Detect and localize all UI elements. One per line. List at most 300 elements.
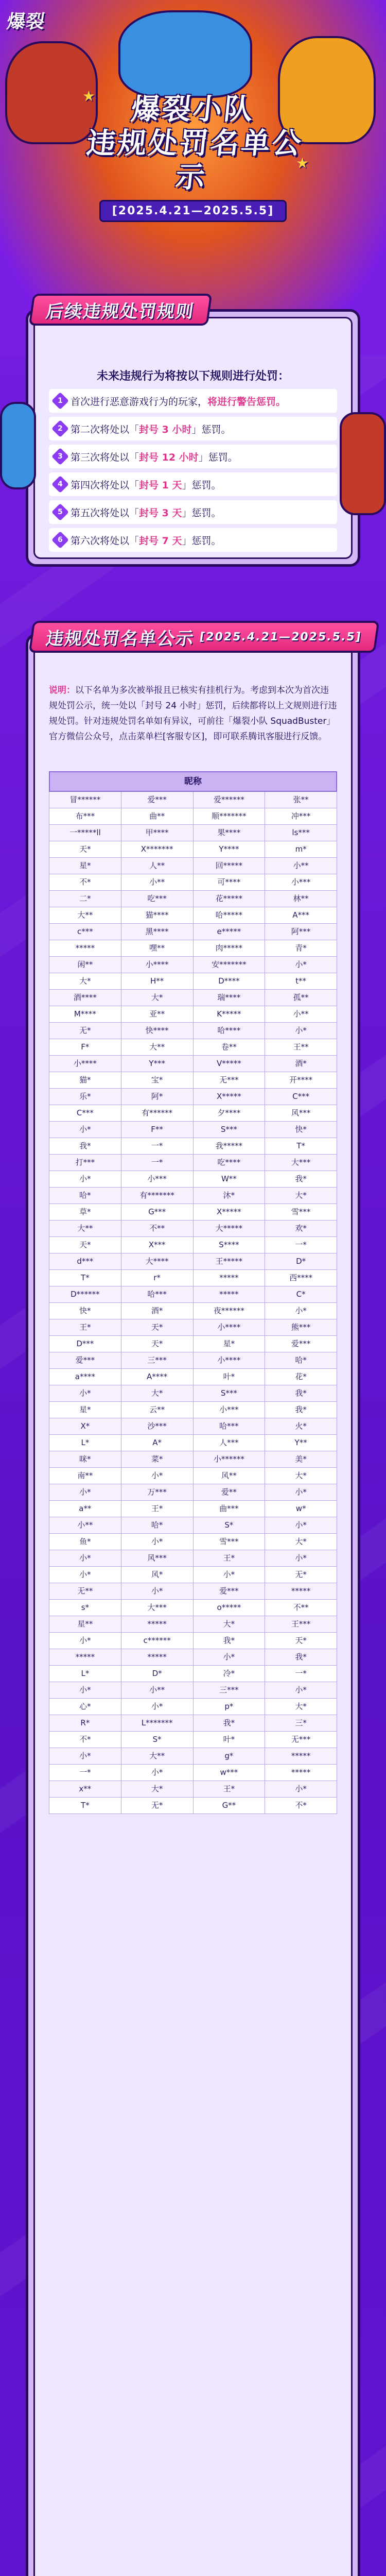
- list-item-nickname: 冲***: [265, 808, 337, 825]
- list-item-nickname: 小***: [265, 874, 337, 891]
- rule-suffix: 」惩罚。: [182, 479, 221, 491]
- list-item-nickname: 小*: [49, 1682, 121, 1699]
- rule-row: [49, 500, 337, 524]
- list-item-nickname: 我*: [265, 1402, 337, 1418]
- list-item-nickname: 三***: [194, 1682, 266, 1699]
- list-item-nickname: 大**: [121, 1748, 194, 1765]
- list-item-nickname: 南**: [49, 1468, 121, 1484]
- list-item-nickname: Y***: [121, 1056, 194, 1072]
- list-item-nickname: 叶*: [194, 1732, 266, 1748]
- list-item-nickname: 哈*****: [194, 907, 266, 924]
- list-item-nickname: S***: [194, 1385, 266, 1402]
- list-item-nickname: 不**: [265, 1600, 337, 1616]
- list-item-nickname: 夜******: [194, 1303, 266, 1319]
- character-rules-left-art: [0, 402, 36, 489]
- list-item-nickname: 爱**: [194, 1484, 266, 1501]
- list-item-nickname: 张**: [265, 792, 337, 808]
- list-item-nickname: 小*: [265, 1682, 337, 1699]
- list-item-nickname: 猫*: [49, 1072, 121, 1089]
- list-section-header: [29, 621, 379, 653]
- list-item-nickname: 果****: [194, 825, 266, 841]
- list-item-nickname: 我*: [265, 1649, 337, 1666]
- list-item-nickname: 风*: [121, 1567, 194, 1583]
- list-item-nickname: 我*: [194, 1715, 266, 1732]
- list-item-nickname: 一*: [121, 1155, 194, 1171]
- list-item-nickname: *****: [194, 1286, 266, 1303]
- list-item-nickname: 欢*: [265, 1221, 337, 1237]
- list-item-nickname: 我*****: [194, 1138, 266, 1155]
- list-item-nickname: 大***: [265, 1155, 337, 1171]
- list-item-nickname: 肉*****: [194, 940, 266, 957]
- rule-row: [49, 445, 337, 468]
- list-item-nickname: 顺*******: [194, 808, 266, 825]
- list-section-header-text: 违规处罚名单公示: [44, 628, 196, 649]
- list-item-nickname: 三***: [121, 1352, 194, 1369]
- list-item-nickname: 我*: [194, 1633, 266, 1649]
- game-logo: 爆裂: [5, 11, 47, 32]
- list-item-nickname: x**: [49, 1781, 121, 1798]
- list-item-nickname: 有*******: [121, 1188, 194, 1204]
- list-item-nickname: 嘿**: [121, 940, 194, 957]
- list-item-nickname: W**: [194, 1171, 266, 1188]
- list-item-nickname: T*: [49, 1270, 121, 1286]
- star-icon: ★: [82, 88, 96, 105]
- list-item-nickname: 王*: [194, 1550, 266, 1567]
- list-item-nickname: 阿*: [121, 1089, 194, 1105]
- list-item-nickname: 爱***: [121, 792, 194, 808]
- list-item-nickname: r*: [121, 1270, 194, 1286]
- list-item-nickname: D*: [121, 1666, 194, 1682]
- list-item-nickname: 开****: [265, 1072, 337, 1089]
- list-item-nickname: 大*: [265, 1188, 337, 1204]
- list-item-nickname: G***: [121, 1204, 194, 1221]
- list-item-nickname: 小**: [49, 1517, 121, 1534]
- list-item-nickname: 林**: [265, 891, 337, 907]
- rule-number-badge: [51, 420, 69, 437]
- rule-penalty: 封号 12 小时: [139, 451, 199, 463]
- character-center-art: [118, 10, 252, 98]
- list-item-nickname: a****: [49, 1369, 121, 1385]
- list-item-nickname: 酒****: [49, 990, 121, 1006]
- list-item-nickname: S*: [194, 1517, 266, 1534]
- list-item-nickname: 一*: [265, 1237, 337, 1253]
- list-item-nickname: 吃***: [121, 891, 194, 907]
- list-item-nickname: 亚**: [121, 1006, 194, 1023]
- list-item-nickname: 王**: [265, 1039, 337, 1056]
- rule-number-badge: [51, 476, 69, 493]
- list-item-nickname: c***: [49, 924, 121, 940]
- list-item-nickname: 王*: [121, 1501, 194, 1517]
- list-item-nickname: 雪***: [265, 1204, 337, 1221]
- rule-suffix: 」惩罚。: [182, 507, 221, 519]
- list-item-nickname: L*: [49, 1435, 121, 1451]
- list-item-nickname: 哈*: [121, 1517, 194, 1534]
- list-item-nickname: *****: [265, 1765, 337, 1781]
- list-item-nickname: *****: [121, 1649, 194, 1666]
- list-column-header: 昵称: [49, 771, 337, 792]
- list-item-nickname: 大*: [121, 1385, 194, 1402]
- list-item-nickname: D***: [49, 1336, 121, 1352]
- list-item-nickname: 小*: [194, 1567, 266, 1583]
- list-item-nickname: 小*: [49, 1484, 121, 1501]
- rule-suffix: 」惩罚。: [198, 451, 238, 463]
- list-item-nickname: 一*: [121, 1138, 194, 1155]
- list-item-nickname: 大***: [121, 1600, 194, 1616]
- list-item-nickname: 小*: [49, 1171, 121, 1188]
- list-item-nickname: F*: [49, 1039, 121, 1056]
- list-item-nickname: ls***: [265, 825, 337, 841]
- list-item-nickname: 甲****: [121, 825, 194, 841]
- star-icon: ★: [296, 155, 309, 172]
- list-item-nickname: 大*****: [194, 1221, 266, 1237]
- list-item-nickname: 天*: [49, 1237, 121, 1253]
- list-item-nickname: L*******: [121, 1715, 194, 1732]
- rule-row: [49, 389, 337, 413]
- list-item-nickname: 王***: [265, 1616, 337, 1633]
- list-item-nickname: 大*: [265, 1699, 337, 1715]
- list-item-nickname: 无*: [49, 1023, 121, 1039]
- rules-section-header: [29, 294, 213, 326]
- rule-number-badge: [51, 531, 69, 549]
- list-item-nickname: 小***: [121, 1171, 194, 1188]
- rule-row: [49, 472, 337, 496]
- list-description: [49, 683, 337, 744]
- list-item-nickname: *****: [49, 940, 121, 957]
- list-item-nickname: 一*: [49, 1765, 121, 1781]
- list-item-nickname: 小***: [194, 1402, 266, 1418]
- list-item-nickname: 青*: [265, 940, 337, 957]
- rule-penalty: 封号 3 小时: [139, 423, 192, 435]
- rule-number: 6: [58, 536, 63, 544]
- list-item-nickname: H**: [121, 973, 194, 990]
- list-item-nickname: w***: [194, 1765, 266, 1781]
- rule-text: 第二次将处以「: [71, 423, 139, 435]
- list-item-nickname: 小**: [121, 874, 194, 891]
- list-item-nickname: 小*: [265, 1484, 337, 1501]
- list-item-nickname: 天*: [265, 1633, 337, 1649]
- list-item-nickname: M****: [49, 1006, 121, 1023]
- list-item-nickname: 不*: [49, 874, 121, 891]
- list-item-nickname: 大*: [49, 973, 121, 990]
- list-item-nickname: S***: [194, 1122, 266, 1138]
- list-item-nickname: C***: [265, 1089, 337, 1105]
- list-item-nickname: X*: [49, 1418, 121, 1435]
- list-item-nickname: L*: [49, 1666, 121, 1682]
- list-item-nickname: 天*: [121, 1319, 194, 1336]
- rule-text: 首次进行恶意游戏行为的玩家，: [71, 396, 208, 408]
- list-item-nickname: 咪*: [49, 1451, 121, 1468]
- list-item-nickname: 哈***: [121, 1286, 194, 1303]
- list-item-nickname: 不*: [49, 1732, 121, 1748]
- list-item-nickname: 沙***: [121, 1418, 194, 1435]
- list-item-nickname: 无*: [265, 1567, 337, 1583]
- list-item-nickname: 小****: [194, 1352, 266, 1369]
- list-item-nickname: 快*: [265, 1122, 337, 1138]
- list-item-nickname: X*****: [194, 1089, 266, 1105]
- list-item-nickname: 熊***: [265, 1319, 337, 1336]
- list-item-nickname: 小****: [121, 957, 194, 973]
- list-item-nickname: 无*: [121, 1798, 194, 1814]
- list-item-nickname: 大**: [49, 907, 121, 924]
- list-item-nickname: o*****: [194, 1600, 266, 1616]
- list-item-nickname: 小****: [194, 1319, 266, 1336]
- list-item-nickname: T*: [265, 1138, 337, 1155]
- hero-title-line2: 违规处罚名单公示: [85, 127, 305, 194]
- hero-date-range: [2025.4.21—2025.5.5]: [99, 200, 287, 222]
- list-item-nickname: 花*****: [194, 891, 266, 907]
- list-item-nickname: 我*: [49, 1138, 121, 1155]
- list-item-nickname: S*: [121, 1732, 194, 1748]
- list-item-nickname: 小******: [194, 1451, 266, 1468]
- list-item-nickname: 可****: [194, 874, 266, 891]
- list-item-nickname: 小*: [265, 1781, 337, 1798]
- list-item-nickname: 打***: [49, 1155, 121, 1171]
- rule-text: 第六次将处以「: [71, 535, 139, 547]
- rule-penalty: 封号 3 天: [139, 507, 182, 519]
- rule-penalty: 将进行警告惩罚。: [207, 396, 286, 408]
- list-item-nickname: 爱***: [49, 1352, 121, 1369]
- list-item-nickname: A***: [265, 907, 337, 924]
- list-item-nickname: G**: [194, 1798, 266, 1814]
- list-item-nickname: 大**: [121, 1039, 194, 1056]
- list-item-nickname: *****: [265, 1583, 337, 1600]
- list-item-nickname: c******: [121, 1633, 194, 1649]
- list-item-nickname: 回*****: [194, 858, 266, 874]
- list-item-nickname: s*: [49, 1600, 121, 1616]
- list-item-nickname: 吃****: [194, 1155, 266, 1171]
- list-item-nickname: 孤**: [265, 990, 337, 1006]
- list-item-nickname: 王*: [194, 1781, 266, 1798]
- rule-number-badge: [51, 448, 69, 465]
- list-item-nickname: 小*: [121, 1534, 194, 1550]
- rule-text: 第三次将处以「: [71, 451, 139, 463]
- list-item-nickname: 小*: [194, 1649, 266, 1666]
- rule-number: 4: [58, 480, 63, 488]
- list-item-nickname: 西****: [265, 1270, 337, 1286]
- list-item-nickname: 风***: [265, 1105, 337, 1122]
- hero-title-line1: 爆裂小队: [129, 93, 257, 126]
- list-item-nickname: 小****: [49, 1056, 121, 1072]
- list-item-nickname: V*****: [194, 1056, 266, 1072]
- list-item-nickname: e*****: [194, 924, 266, 940]
- list-item-nickname: 安*******: [194, 957, 266, 973]
- list-item-nickname: C***: [49, 1105, 121, 1122]
- list-description-label: 说明：: [49, 685, 75, 696]
- list-item-nickname: X*******: [121, 841, 194, 858]
- list-frame: [26, 634, 360, 2576]
- list-item-nickname: 沐*: [194, 1188, 266, 1204]
- list-item-nickname: 天*: [121, 1336, 194, 1352]
- list-item-nickname: X*****: [194, 1204, 266, 1221]
- rules-frame: [26, 309, 360, 567]
- list-item-nickname: g*: [194, 1748, 266, 1765]
- rule-row: [49, 528, 337, 552]
- list-item-nickname: 小*: [121, 1699, 194, 1715]
- list-item-nickname: 小*: [121, 1468, 194, 1484]
- list-item-nickname: 我*: [265, 1385, 337, 1402]
- list-item-nickname: 人**: [121, 858, 194, 874]
- list-item-nickname: 草*: [49, 1204, 121, 1221]
- list-item-nickname: 快****: [121, 1023, 194, 1039]
- list-item-nickname: 叶*: [194, 1369, 266, 1385]
- rule-penalty: 封号 1 天: [139, 479, 182, 491]
- list-item-nickname: w*: [265, 1501, 337, 1517]
- list-item-nickname: 爱***: [194, 1583, 266, 1600]
- list-item-nickname: 有******: [121, 1105, 194, 1122]
- list-item-nickname: 冒******: [49, 792, 121, 808]
- list-item-nickname: 爱***: [265, 1336, 337, 1352]
- list-item-nickname: *****: [49, 1649, 121, 1666]
- rule-suffix: 」惩罚。: [191, 423, 231, 435]
- list-item-nickname: 二*: [49, 891, 121, 907]
- list-item-nickname: 小*: [49, 1122, 121, 1138]
- list-item-nickname: 小**: [265, 858, 337, 874]
- list-item-nickname: 大*: [265, 1468, 337, 1484]
- rule-number-badge: [51, 503, 69, 521]
- list-item-nickname: 瑞****: [194, 990, 266, 1006]
- list-item-nickname: 云**: [121, 1402, 194, 1418]
- list-item-nickname: *****: [265, 1748, 337, 1765]
- list-item-nickname: 王*: [49, 1319, 121, 1336]
- list-item-nickname: 爱******: [194, 792, 266, 808]
- list-item-nickname: 无***: [265, 1732, 337, 1748]
- list-item-nickname: 雪***: [194, 1534, 266, 1550]
- list-item-nickname: 花*: [265, 1369, 337, 1385]
- list-item-nickname: 小**: [121, 1682, 194, 1699]
- rules-section-header-text: 后续违规处罚规则: [44, 301, 196, 322]
- list-item-nickname: 哈*: [265, 1352, 337, 1369]
- list-item-nickname: 美*: [265, 1451, 337, 1468]
- rule-text: 第五次将处以「: [71, 507, 139, 519]
- list-item-nickname: 哈***: [194, 1418, 266, 1435]
- list-item-nickname: 火*: [265, 1418, 337, 1435]
- list-item-nickname: 阿***: [265, 924, 337, 940]
- list-item-nickname: 我*: [265, 1171, 337, 1188]
- list-item-nickname: 心*: [49, 1699, 121, 1715]
- rule-text: 第四次将处以「: [71, 479, 139, 491]
- list-item-nickname: a**: [49, 1501, 121, 1517]
- list-item-nickname: 小*: [265, 1023, 337, 1039]
- list-item-nickname: 卷**: [194, 1039, 266, 1056]
- list-item-nickname: t**: [265, 973, 337, 990]
- list-item-nickname: F**: [121, 1122, 194, 1138]
- list-item-nickname: K*****: [194, 1006, 266, 1023]
- list-item-nickname: 风***: [121, 1550, 194, 1567]
- list-item-nickname: *****: [121, 1616, 194, 1633]
- list-item-nickname: C*: [265, 1286, 337, 1303]
- rules-intro: 未来违规行为将按以下规则进行处罚：: [96, 370, 289, 383]
- list-item-nickname: 乐*: [49, 1089, 121, 1105]
- rule-number: 3: [58, 452, 63, 461]
- list-item-nickname: 酒*: [265, 1056, 337, 1072]
- list-item-nickname: 一*: [265, 1666, 337, 1682]
- list-item-nickname: 王*****: [194, 1253, 266, 1270]
- list-item-nickname: X***: [121, 1237, 194, 1253]
- list-item-nickname: 星*: [194, 1336, 266, 1352]
- list-item-nickname: Y**: [265, 1435, 337, 1451]
- list-item-nickname: 黑****: [121, 924, 194, 940]
- rule-row: [49, 417, 337, 440]
- hero-title-box: [85, 93, 305, 222]
- list-item-nickname: 闲**: [49, 957, 121, 973]
- list-item-nickname: 鱼*: [49, 1534, 121, 1550]
- list-item-nickname: 小*: [49, 1567, 121, 1583]
- names-grid: [49, 792, 337, 1814]
- list-item-nickname: 小*: [121, 1583, 194, 1600]
- rule-number-badge: [51, 392, 69, 410]
- list-item-nickname: 小*: [265, 957, 337, 973]
- list-item-nickname: 不*: [265, 1798, 337, 1814]
- list-item-nickname: A****: [121, 1369, 194, 1385]
- list-item-nickname: R*: [49, 1715, 121, 1732]
- list-item-nickname: 大****: [121, 1253, 194, 1270]
- rule-suffix: 」惩罚。: [182, 535, 221, 547]
- list-item-nickname: 酒*: [121, 1303, 194, 1319]
- list-item-nickname: 大*: [121, 990, 194, 1006]
- list-item-nickname: 布***: [49, 808, 121, 825]
- list-item-nickname: 小*: [265, 1303, 337, 1319]
- list-item-nickname: 大*: [121, 1781, 194, 1798]
- list-item-nickname: 大*: [194, 1616, 266, 1633]
- list-item-nickname: 小*: [265, 1517, 337, 1534]
- list-item-nickname: 宝*: [121, 1072, 194, 1089]
- list-item-nickname: 人***: [194, 1435, 266, 1451]
- rule-penalty: 封号 7 天: [139, 535, 182, 547]
- list-item-nickname: d***: [49, 1253, 121, 1270]
- list-item-nickname: 哈*: [49, 1188, 121, 1204]
- list-item-nickname: 夕****: [194, 1105, 266, 1122]
- character-rules-right-art: [340, 412, 386, 515]
- list-item-nickname: 小*: [49, 1633, 121, 1649]
- list-item-nickname: 曲***: [194, 1501, 266, 1517]
- list-item-nickname: 星*: [49, 858, 121, 874]
- list-item-nickname: D******: [49, 1286, 121, 1303]
- list-item-nickname: 曲**: [121, 808, 194, 825]
- list-section-header-date: [2025.4.21—2025.5.5]: [199, 630, 363, 643]
- list-item-nickname: 无***: [194, 1072, 266, 1089]
- list-item-nickname: 冷*: [194, 1666, 266, 1682]
- list-description-text: 以下名单为多次被举报且已核实有挂机行为。考虑到本次为首次违规处罚公示，统一处以「封号 24 小时」惩罚，后续都将以上文规则进行违规处罚。针对违规处罚名单如有异议，可前往「爆裂小队 SquadBuster」官方微信公众号，点击菜单栏[客服专区]，即可联系腾讯客服进行反馈。: [49, 685, 337, 742]
- list-item-nickname: Y****: [194, 841, 266, 858]
- rule-number: 2: [58, 425, 63, 433]
- list-item-nickname: 三*: [265, 1715, 337, 1732]
- list-item-nickname: 星**: [49, 1616, 121, 1633]
- list-item-nickname: 小*: [121, 1765, 194, 1781]
- list-item-nickname: 无**: [49, 1583, 121, 1600]
- list-item-nickname: *****: [194, 1270, 266, 1286]
- list-item-nickname: 万***: [121, 1484, 194, 1501]
- list-item-nickname: S****: [194, 1237, 266, 1253]
- list-item-nickname: D*: [265, 1253, 337, 1270]
- list-item-nickname: 不**: [121, 1221, 194, 1237]
- list-item-nickname: 一*****ll: [49, 825, 121, 841]
- list-item-nickname: 天*: [49, 841, 121, 858]
- list-item-nickname: 星*: [49, 1402, 121, 1418]
- list-item-nickname: D****: [194, 973, 266, 990]
- list-item-nickname: 风**: [194, 1468, 266, 1484]
- list-item-nickname: T*: [49, 1798, 121, 1814]
- list-item-nickname: 大**: [49, 1221, 121, 1237]
- list-item-nickname: 小*: [49, 1550, 121, 1567]
- rule-number: 5: [58, 508, 63, 516]
- list-item-nickname: 菜*: [121, 1451, 194, 1468]
- list-item-nickname: 小*: [49, 1385, 121, 1402]
- list-item-nickname: 小*: [265, 1550, 337, 1567]
- list-item-nickname: 小*: [49, 1748, 121, 1765]
- list-item-nickname: 快*: [49, 1303, 121, 1319]
- list-item-nickname: A*: [121, 1435, 194, 1451]
- list-item-nickname: 小**: [265, 1006, 337, 1023]
